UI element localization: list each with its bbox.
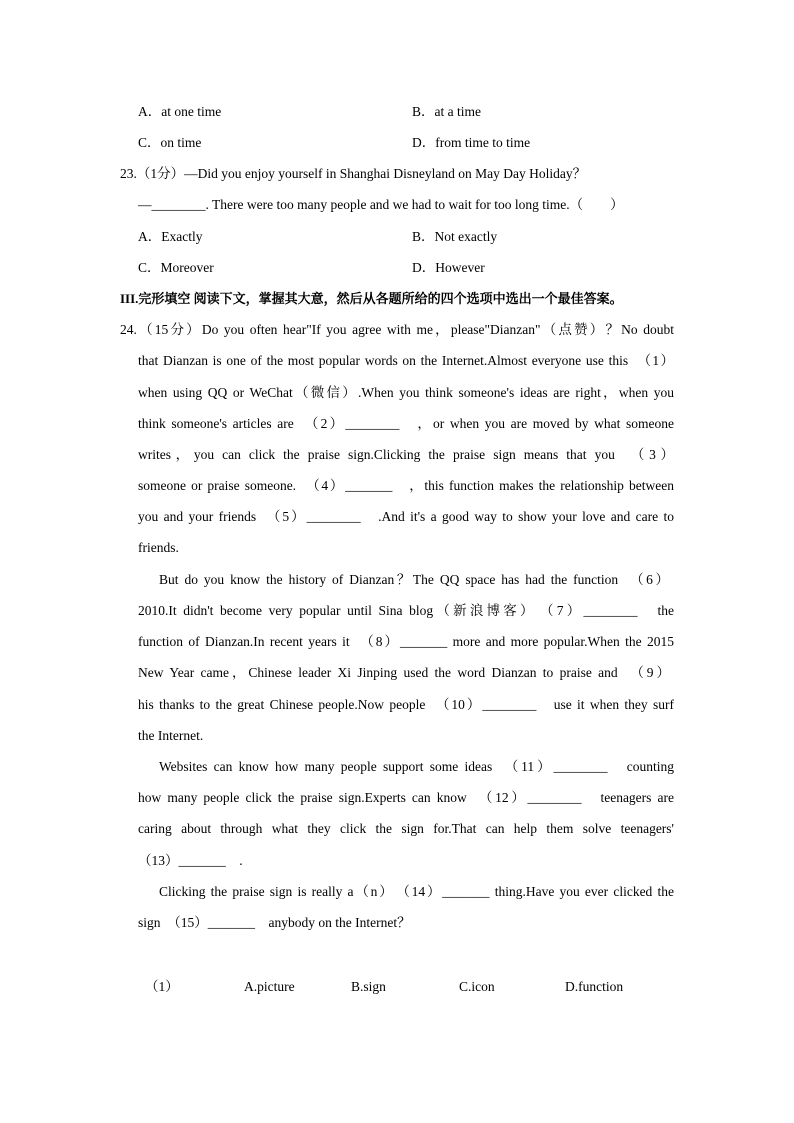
passage-line: sign （15）_______ anybody on the Internet？ bbox=[138, 915, 411, 930]
passage-line: you and your friends （5）________ .And it's a good way to show your love and care to bbox=[138, 509, 674, 524]
passage-line: caring about through what they click the sign for.That can help them solve teenagers' bbox=[138, 821, 674, 836]
q23-option-a: A．Exactly bbox=[138, 229, 203, 244]
passage-line: friends. bbox=[138, 540, 179, 555]
passage-line: 24.（15分）Do you often hear"If you agree with me，please"Dianzan"（点赞）？No doubt bbox=[120, 322, 674, 337]
passage-line: Websites can know how many people support some ideas （11）________ counting bbox=[159, 759, 674, 774]
passage-line: 2010.It didn't become very popular until Sina blog（新浪博客） （7）________ the bbox=[138, 603, 674, 618]
passage-line: But do you know the history of Dianzan？The QQ space has had the function （6） bbox=[159, 572, 669, 587]
q22-option-a: A．at one time bbox=[138, 104, 222, 119]
passage-line: function of Dianzan.In recent years it （8）_______ more and more popular.When the 2015 bbox=[138, 634, 674, 649]
q23-option-d: D．However bbox=[412, 260, 485, 275]
q1-option-a: A.picture bbox=[244, 979, 295, 994]
q1-number: （1） bbox=[145, 979, 179, 994]
passage-line: that Dianzan is one of the most popular words on the Internet.Almost everyone use this （1） bbox=[138, 353, 674, 368]
passage-line: his thanks to the great Chinese people.Now people （10）________ use it when they surf bbox=[138, 697, 674, 712]
q23-option-c: C．Moreover bbox=[138, 260, 214, 275]
q1-option-c: C.icon bbox=[459, 979, 495, 994]
q22-option-b: B．at a time bbox=[412, 104, 481, 119]
passage-line: think someone's articles are （2）________ ，or when you are moved by what someone bbox=[138, 416, 674, 431]
passage-line: Clicking the praise sign is really a（n） （14）_______ thing.Have you ever clicked the bbox=[159, 884, 674, 899]
passage-line: when using QQ or WeChat（微信）.When you think someone's ideas are right，when you bbox=[138, 385, 674, 400]
passage-line: someone or praise someone. （4）_______ ，this function makes the relationship between bbox=[138, 478, 674, 493]
q23-question: 23.（1分）—Did you enjoy yourself in Shanghai Disneyland on May Day Holiday？ bbox=[120, 166, 587, 181]
q1-option-d: D.function bbox=[565, 979, 624, 994]
passage-line: （13）_______ . bbox=[138, 853, 243, 868]
q23-answer-line: —________. There were too many people and we had to wait for too long time.（ ） bbox=[138, 197, 624, 212]
passage-line: how many people click the praise sign.Experts can know （12）________ teenagers are bbox=[138, 790, 674, 805]
q22-option-d: D．from time to time bbox=[412, 135, 531, 150]
q1-option-b: B.sign bbox=[351, 979, 386, 994]
passage-line: writes，you can click the praise sign.Clicking the praise sign means that you （3） bbox=[138, 447, 674, 462]
passage-line: New Year came，Chinese leader Xi Jinping used the word Dianzan to praise and （9） bbox=[138, 665, 670, 680]
passage-line: the Internet. bbox=[138, 728, 204, 743]
q23-option-b: B．Not exactly bbox=[412, 229, 498, 244]
section-heading: III.完形填空 阅读下文，掌握其大意，然后从各题所给的四个选项中选出一个最佳答案。 bbox=[120, 291, 623, 306]
q22-option-c: C．on time bbox=[138, 135, 202, 150]
